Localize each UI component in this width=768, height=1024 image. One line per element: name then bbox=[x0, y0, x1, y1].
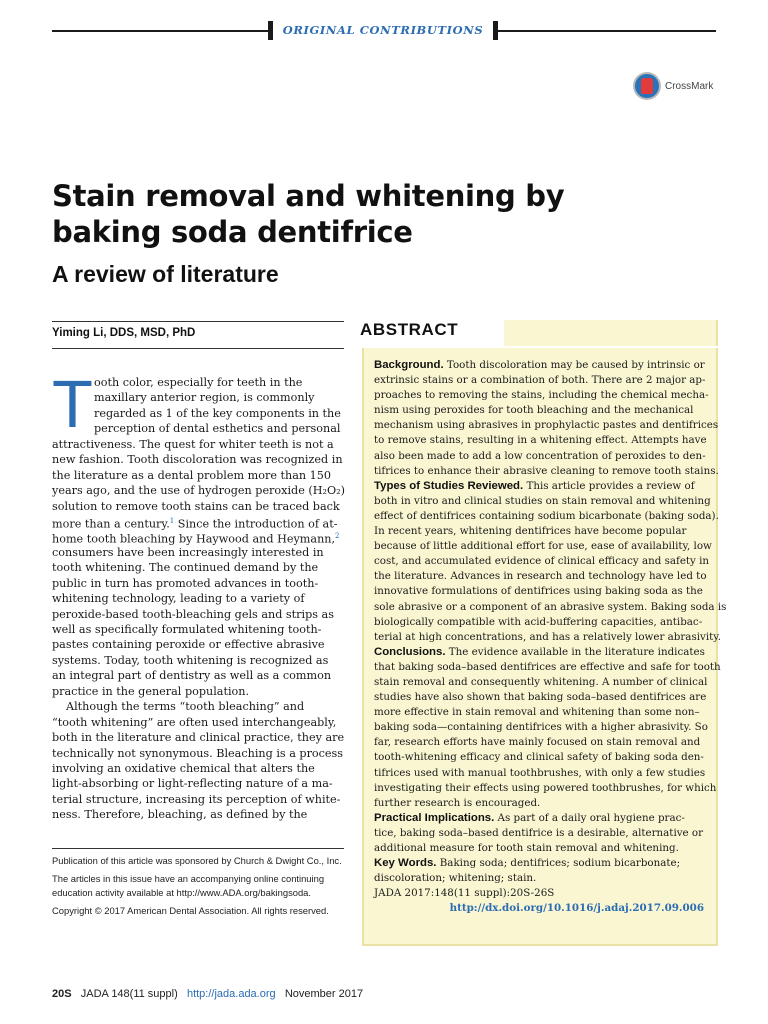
body-line: consumers have been increasingly interested in bbox=[52, 545, 324, 559]
abstract-background-label: Background. bbox=[374, 359, 444, 371]
body-line: both in the literature and clinical practice, they are bbox=[52, 731, 345, 745]
abstract-line: biologically compatible with acid-buffering capacities, antibac- bbox=[374, 615, 703, 628]
abstract-line: Key Words. Baking soda; dentifrices; sodium bicarbonate; bbox=[374, 857, 681, 870]
abstract-keywords-label: Key Words. bbox=[374, 857, 437, 870]
header-rule-left bbox=[52, 30, 270, 32]
cme-note: The articles in this issue have an accompanying online continuing education activity available at http://www.ADA.org/bakingsoda. bbox=[52, 873, 325, 898]
article-subtitle: A review of literature bbox=[52, 261, 279, 287]
abstract-line: additional measure for tooth stain removal and whitening. bbox=[374, 842, 679, 854]
body-line: whitening technology, leading to a variety of bbox=[52, 592, 305, 606]
page-number: 20S bbox=[52, 988, 72, 1000]
abstract-line: the literature. Advances in research and technology have led to bbox=[374, 570, 707, 583]
abstract-text bbox=[374, 358, 727, 916]
body-line: regarded as 1 of the key components in the bbox=[94, 406, 341, 420]
page-footer bbox=[52, 988, 363, 1000]
doi-link[interactable]: http://dx.doi.org/10.1016/j.adaj.2017.09.006 bbox=[449, 902, 704, 915]
body-line: “tooth whitening” are often used interchangeably, bbox=[52, 715, 337, 729]
abstract-line: extrinsic stains or a combination of both. There are 2 major ap- bbox=[374, 374, 706, 387]
abstract-line: because of little additional effort for use, ease of availability, low bbox=[374, 540, 712, 553]
body-line: new fashion. Tooth discoloration was recognized in bbox=[52, 453, 343, 467]
reference-link-1[interactable]: 1 bbox=[169, 516, 175, 525]
body-line: peroxide-based tooth-bleaching gels and strips as bbox=[52, 607, 334, 621]
body-line: light-absorbing or light-reflecting nature of a ma- bbox=[52, 777, 333, 791]
abstract-line: mechanism using abrasives in prophylactic pastes and dentifrices bbox=[374, 419, 719, 432]
abstract-line: terial at high concentrations, and has a relatively lower abrasivity. bbox=[374, 630, 721, 643]
body-line: Although the terms “tooth bleaching” and bbox=[66, 700, 305, 714]
abstract-line: studies have also shown that baking soda–based dentifrices are bbox=[374, 691, 707, 704]
abstract-line: tifrices to enhance their abrasive cleaning to remove tooth stains. bbox=[374, 464, 719, 477]
abstract-line: Background. Tooth discoloration may be caused by intrinsic or bbox=[374, 359, 705, 371]
body-line: tooth whitening. The continued demand by the bbox=[52, 561, 319, 575]
abstract-line: both in vitro and clinical studies on stain removal and whitening bbox=[374, 494, 711, 507]
crossmark-label: CrossMark bbox=[665, 80, 714, 92]
crossmark-icon bbox=[633, 72, 661, 100]
body-line: an integral part of dentistry as well as a common bbox=[52, 669, 332, 683]
body-line: perception of dental esthetics and personal bbox=[94, 422, 341, 436]
body-line: terial structure, increasing its perception of white- bbox=[52, 792, 341, 806]
body-line: public in turn has promoted advances in tooth- bbox=[52, 576, 319, 590]
footnotes bbox=[52, 854, 352, 923]
body-line: systems. Today, tooth whitening is recognized as bbox=[52, 653, 329, 667]
abstract-types-label: Types of Studies Reviewed. bbox=[374, 479, 524, 492]
abstract-line: more effective in stain removal and whitening than some non– bbox=[374, 706, 700, 719]
abstract-line: nism using peroxides for tooth bleaching and the mechanical bbox=[374, 404, 694, 417]
section-label: ORIGINAL CONTRIBUTIONS bbox=[282, 23, 484, 37]
copyright-note: Copyright © 2017 American Dental Association. All rights reserved. bbox=[52, 905, 329, 917]
author-rule-top bbox=[52, 321, 344, 322]
sponsor-note: Publication of this article was sponsored by Church & Dwight Co., Inc. bbox=[52, 855, 342, 866]
abstract-line: investigating their effects using powered toothbrushes, for which bbox=[374, 781, 717, 794]
body-column bbox=[52, 367, 345, 823]
drop-cap: T bbox=[52, 367, 93, 442]
abstract-heading: ABSTRACT bbox=[360, 320, 459, 339]
crossmark-badge[interactable] bbox=[633, 72, 713, 100]
body-line: years ago, and the use of hydrogen peroxide (H₂O₂) bbox=[52, 484, 345, 498]
footnote-rule bbox=[52, 848, 344, 849]
body-line: the literature as a dental problem more than 150 bbox=[52, 468, 331, 482]
body-line: well as specifically formulated whitening tooth- bbox=[52, 623, 322, 636]
header-bar-left bbox=[268, 21, 273, 40]
abstract-conclusions-label: Conclusions. bbox=[374, 645, 446, 658]
abstract-line: tooth-whitening efficacy and clinical safety of baking soda den- bbox=[374, 751, 704, 764]
abstract-line: that baking soda–based dentifrices are effective and safe for tooth bbox=[374, 660, 721, 673]
reference-link-2[interactable]: 2 bbox=[335, 532, 340, 541]
abstract-line: further research is encouraged. bbox=[374, 796, 541, 809]
abstract-line: cost, and accumulated evidence of clinical efficacy and safety in bbox=[374, 555, 710, 568]
journal-url-link[interactable]: http://jada.ada.org bbox=[186, 988, 276, 1000]
abstract-line: tice, baking soda–based dentifrice is a desirable, alternative or bbox=[374, 826, 704, 839]
author-byline: Yiming Li, DDS, MSD, PhD bbox=[52, 327, 196, 339]
abstract-line: Practical Implications. As part of a daily oral hygiene prac- bbox=[374, 811, 685, 824]
article-title bbox=[52, 178, 672, 250]
abstract-line: In recent years, whitening dentifrices have become popular bbox=[374, 525, 687, 538]
body-line: pastes containing peroxide or effective abrasive bbox=[52, 638, 325, 652]
body-line: maxillary anterior region, is commonly bbox=[94, 391, 315, 405]
title-line-2: baking soda dentifrice bbox=[52, 215, 413, 249]
body-line: involving an oxidative chemical that alters the bbox=[52, 761, 315, 775]
abstract-line: innovative formulations of dentifrices using baking soda as the bbox=[374, 585, 703, 598]
abstract-line: Conclusions. The evidence available in the literature indicates bbox=[374, 645, 705, 658]
body-line: technically not synonymous. Bleaching is a process bbox=[52, 746, 344, 760]
abstract-line: Types of Studies Reviewed. This article provides a review of bbox=[374, 479, 695, 492]
body-line: home tooth bleaching by Haywood and Heymann,$^2$ bbox=[52, 532, 340, 547]
body-line: solution to remove tooth stains can be traced back bbox=[52, 499, 340, 513]
author-rule-bottom bbox=[52, 348, 344, 349]
body-line: ness. Therefore, bleaching, as defined by the bbox=[52, 808, 308, 822]
body-line: ooth color, especially for teeth in the bbox=[94, 376, 303, 389]
abstract-citation: JADA 2017:148(11 suppl):20S-26S bbox=[374, 887, 555, 900]
body-line: attractiveness. The quest for whiter teeth is not a bbox=[52, 437, 334, 451]
abstract-line: discoloration; whitening; stain. bbox=[374, 872, 537, 885]
header-rule-right bbox=[498, 30, 716, 32]
issue-date: November 2017 bbox=[284, 988, 364, 1000]
abstract-line: far, research efforts have mainly focused on stain removal and bbox=[374, 736, 701, 749]
body-line: practice in the general population. bbox=[52, 684, 250, 698]
journal-issue: JADA 148(11 suppl) bbox=[80, 988, 178, 1000]
abstract-line: stain removal and consequently whitening. A number of clinical bbox=[374, 675, 708, 688]
body-line: more than a century.$^1$ Since the introduction of at- bbox=[52, 516, 338, 531]
abstract-line: tifrices used with manual toothbrushes, with only a few studies bbox=[374, 766, 706, 779]
abstract-practical-label: Practical Implications. bbox=[374, 811, 495, 824]
abstract-line: also been made to add a low concentration of peroxides to den- bbox=[374, 449, 706, 462]
abstract-line: proaches to removing the stains, including the chemical mecha- bbox=[374, 389, 709, 402]
title-line-1: Stain removal and whitening by bbox=[52, 179, 565, 213]
abstract-tab-bg bbox=[504, 320, 718, 346]
abstract-line: baking soda—containing dentifrices with a higher abrasivity. So bbox=[374, 721, 708, 734]
abstract-line: sole abrasive or a component of an abrasive system. Baking soda is bbox=[374, 600, 727, 613]
abstract-line: to remove stains, resulting in a whitening effect. Attempts have bbox=[374, 434, 707, 447]
abstract-line: effect of dentifrices containing sodium bicarbonate (baking soda). bbox=[374, 509, 719, 522]
